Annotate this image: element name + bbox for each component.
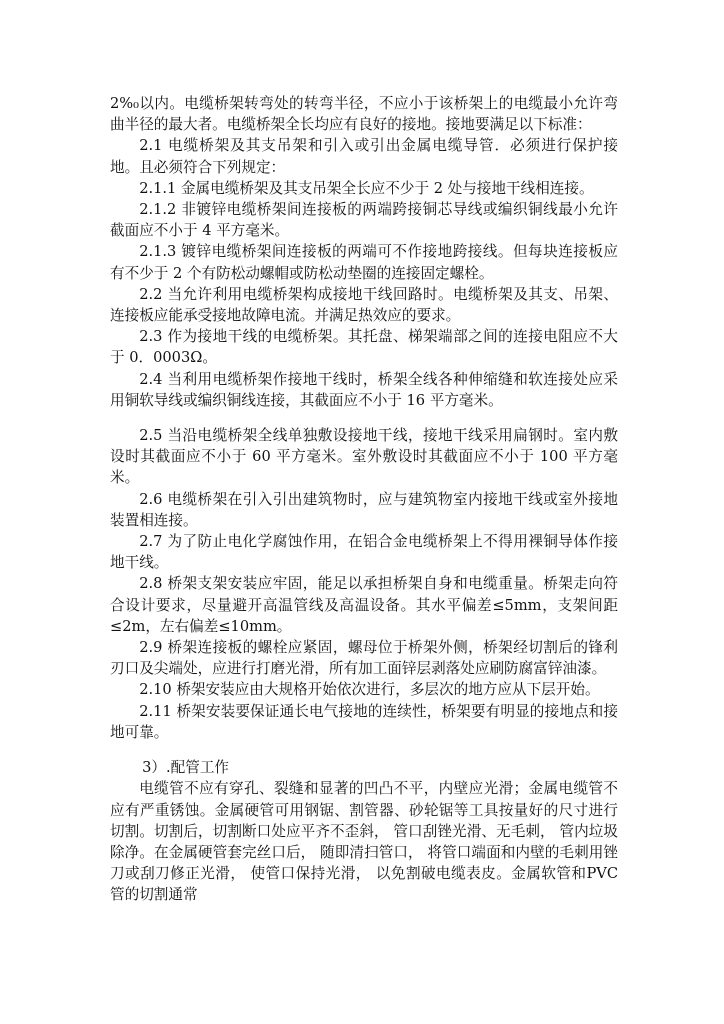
paragraph-2-8: 2.8 桥架支架安装应牢固，能足以承担桥架自身和电缆重量。桥架走向符合设计要求，尽量避开高温管线及高温设备。其水平偏差≤5mm，支架间距≤2m，左右偏差≤10mm。: [110, 575, 618, 635]
paragraph-2-9: 2.9 桥架连接板的螺栓应紧固，螺母位于桥架外侧，桥架经切割后的锋利刃口及尖端处，应进行打磨光滑，所有加工面锌层剥落处应刷防腐富锌油漆。: [110, 639, 618, 678]
section-heading-pipework: 3）.配管工作: [142, 759, 230, 777]
paragraph-2-1-3: 2.1.3 镀锌电缆桥架间连接板的两端可不作接地跨接线。但每块连接板应有不少于 2 个有防松动螺帽或防松动垫圈的连接固定螺栓。: [110, 243, 618, 282]
paragraph-2-10: 2.10 桥架安装应由大规格开始依次进行，多层次的地方应从下层开始。: [139, 681, 600, 699]
paragraph-spacer: [110, 411, 618, 425]
paragraph-2-5: 2.5 当沿电缆桥架全线单独敷设接地干线，接地干线采用扁钢时。室内敷设时其截面应不小于 60 平方毫米。室外敷设时其截面应不小于 100 平方毫米。: [110, 427, 618, 487]
paragraph-intro: 2%₀以内。电缆桥架转弯处的转弯半径，不应小于该桥架上的电缆最小允许弯曲半径的最大者。电缆桥架全长均应有良好的接地。接地要满足以下标准：: [110, 95, 618, 134]
paragraph-2-4: 2.4 当利用电缆桥架作接地干线时，桥架全线各种伸缩缝和软连接处应采用铜软导线或编织铜线连接，其截面应不小于 16 平方毫米。: [110, 370, 618, 409]
paragraph-2-3: 2.3 作为接地干线的电缆桥架。其托盘、梯架端部之间的连接电阻应不大于 0．0003Ω。: [110, 328, 618, 367]
section-spacer: [110, 743, 618, 757]
paragraph-2-6: 2.6 电缆桥架在引入引出建筑物时，应与建筑物室内接地干线或室外接地装置相连接。: [110, 490, 618, 529]
paragraph-2-1-1: 2.1.1 金属电缆桥架及其支吊架全长应不少于 2 处与接地干线相连接。: [139, 179, 594, 197]
paragraph-2-1-2: 2.1.2 非镀锌电缆桥架间连接板的两端跨接铜芯导线或编织铜线最小允许截面应不小于 4 平方毫米。: [110, 201, 618, 240]
paragraph-2-11: 2.11 桥架安装要保证通长电气接地的连续性，桥架要有明显的接地点和接地可靠。: [110, 702, 618, 741]
paragraph-2-2: 2.2 当允许利用电缆桥架构成接地干线回路时。电缆桥架及其支、吊架、连接板应能承受接地故障电流。并满足热效应的要求。: [110, 285, 618, 325]
paragraph-pipework: 电缆管不应有穿孔、裂缝和显著的凹凸不平，内壁应光滑；金属电缆管不应有严重锈蚀。金属硬管可用钢锯、割管器、砂轮锯等工具按量好的尺寸进行切割。切割后，切割断口处应平齐不歪斜， 管口刮锉光滑、无毛刺， 管内垃圾除净。在金属硬管套完丝口后， 随即清扫管口， 将管口端面和内壁的毛刺用锉刀或刮刀修正光滑， 使管口保持光滑， 以免割破电缆表皮。金属软管和PVC 管的切割通常: [110, 780, 618, 904]
paragraph-2-7: 2.7 为了防止电化学腐蚀作用，在铝合金电缆桥架上不得用裸铜导体作接地干线。: [110, 533, 618, 572]
document-page: [110, 93, 618, 906]
paragraph-2-1: 2.1 电缆桥架及其支吊架和引入或引出金属电缆导管．必须进行保护接地。且必须符合下列规定：: [110, 137, 618, 176]
